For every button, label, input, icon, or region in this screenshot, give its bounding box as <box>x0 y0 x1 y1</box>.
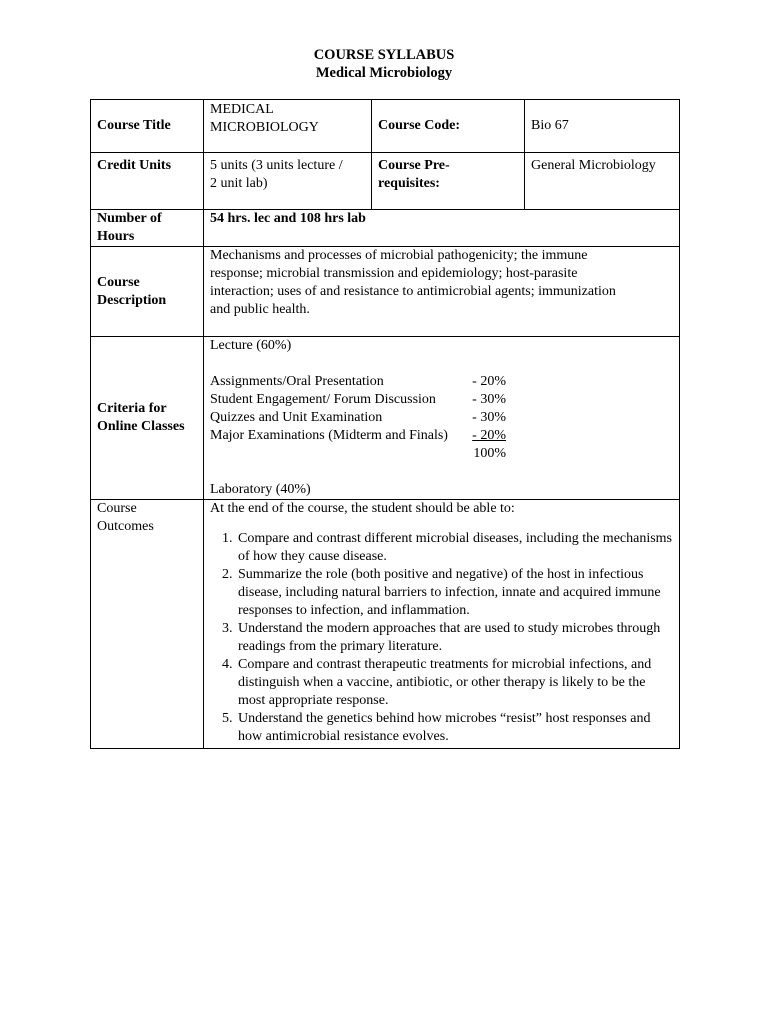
list-item: 5. Understand the genetics behind how microbes “resist” host responses and how antimicrobial resistance evolves. <box>236 710 673 746</box>
prerequisites-label: Course Pre- requisites: <box>372 153 525 210</box>
criteria-item: Assignments/Oral Presentation - 20% <box>210 374 506 389</box>
table-row-course-title <box>91 100 680 153</box>
table-row-description <box>91 247 680 337</box>
hours-value: 54 hrs. lec and 108 hrs lab <box>204 210 680 247</box>
credit-units-label: Credit Units <box>91 153 204 210</box>
course-code-label: Course Code: <box>372 100 525 153</box>
list-item: 2. Summarize the role (both positive and negative) of the host in infectious disease, including natural barriers to infection, innate and acquired immune responses to infection, and inflammation. <box>236 566 673 620</box>
document-header <box>0 46 768 82</box>
criteria-total: 100% <box>473 446 506 461</box>
criteria-item: Quizzes and Unit Examination - 30% <box>210 410 506 425</box>
credit-units-value: 5 units (3 units lecture / 2 unit lab) <box>204 153 372 210</box>
document-title: COURSE SYLLABUS <box>313 47 455 63</box>
criteria-item: Student Engagement/ Forum Discussion - 30% <box>210 392 506 407</box>
outcomes-intro: At the end of the course, the student should be able to: <box>210 501 515 516</box>
course-title-label: Course Title <box>91 100 204 153</box>
outcomes-value <box>204 500 680 749</box>
table-row-credit-units <box>91 153 680 210</box>
syllabus-table <box>90 99 680 749</box>
description-value <box>204 247 680 337</box>
outcomes-list <box>210 530 673 746</box>
table-row-outcomes <box>91 500 680 749</box>
list-item: 4. Compare and contrast therapeutic treatments for microbial infections, and distinguish when a vaccine, antibiotic, or other therapy is likely to be the most appropriate response. <box>236 656 673 710</box>
description-label: Course Description <box>91 247 204 337</box>
prerequisites-value: General Microbiology <box>525 153 680 210</box>
criteria-label: Criteria for Online Classes <box>91 337 204 500</box>
document-subtitle: Medical Microbiology <box>315 65 453 81</box>
criteria-laboratory: Laboratory (40%) <box>210 482 311 497</box>
criteria-item: Major Examinations (Midterm and Finals) - 20% <box>210 428 506 443</box>
description-line: interaction; uses of and resistance to antimicrobial agents; immunization <box>210 284 616 299</box>
list-item: 1. Compare and contrast different microbial diseases, including the mechanisms of how they cause disease. <box>236 530 673 566</box>
outcomes-label: Course Outcomes <box>91 500 204 749</box>
table-row-hours <box>91 210 680 247</box>
course-title-value: MEDICAL MICROBIOLOGY <box>204 100 372 153</box>
table-row-criteria <box>91 337 680 500</box>
description-line: Mechanisms and processes of microbial pathogenicity; the immune <box>210 248 588 263</box>
criteria-lecture: Lecture (60%) <box>210 338 292 353</box>
description-line: and public health. <box>210 302 310 317</box>
hours-label: Number of Hours <box>91 210 204 247</box>
list-item: 3. Understand the modern approaches that are used to study microbes through readings from the primary literature. <box>236 620 673 656</box>
course-code-value: Bio 67 <box>525 100 680 153</box>
description-line: response; microbial transmission and epidemiology; host-parasite <box>210 266 578 281</box>
criteria-value <box>204 337 680 500</box>
